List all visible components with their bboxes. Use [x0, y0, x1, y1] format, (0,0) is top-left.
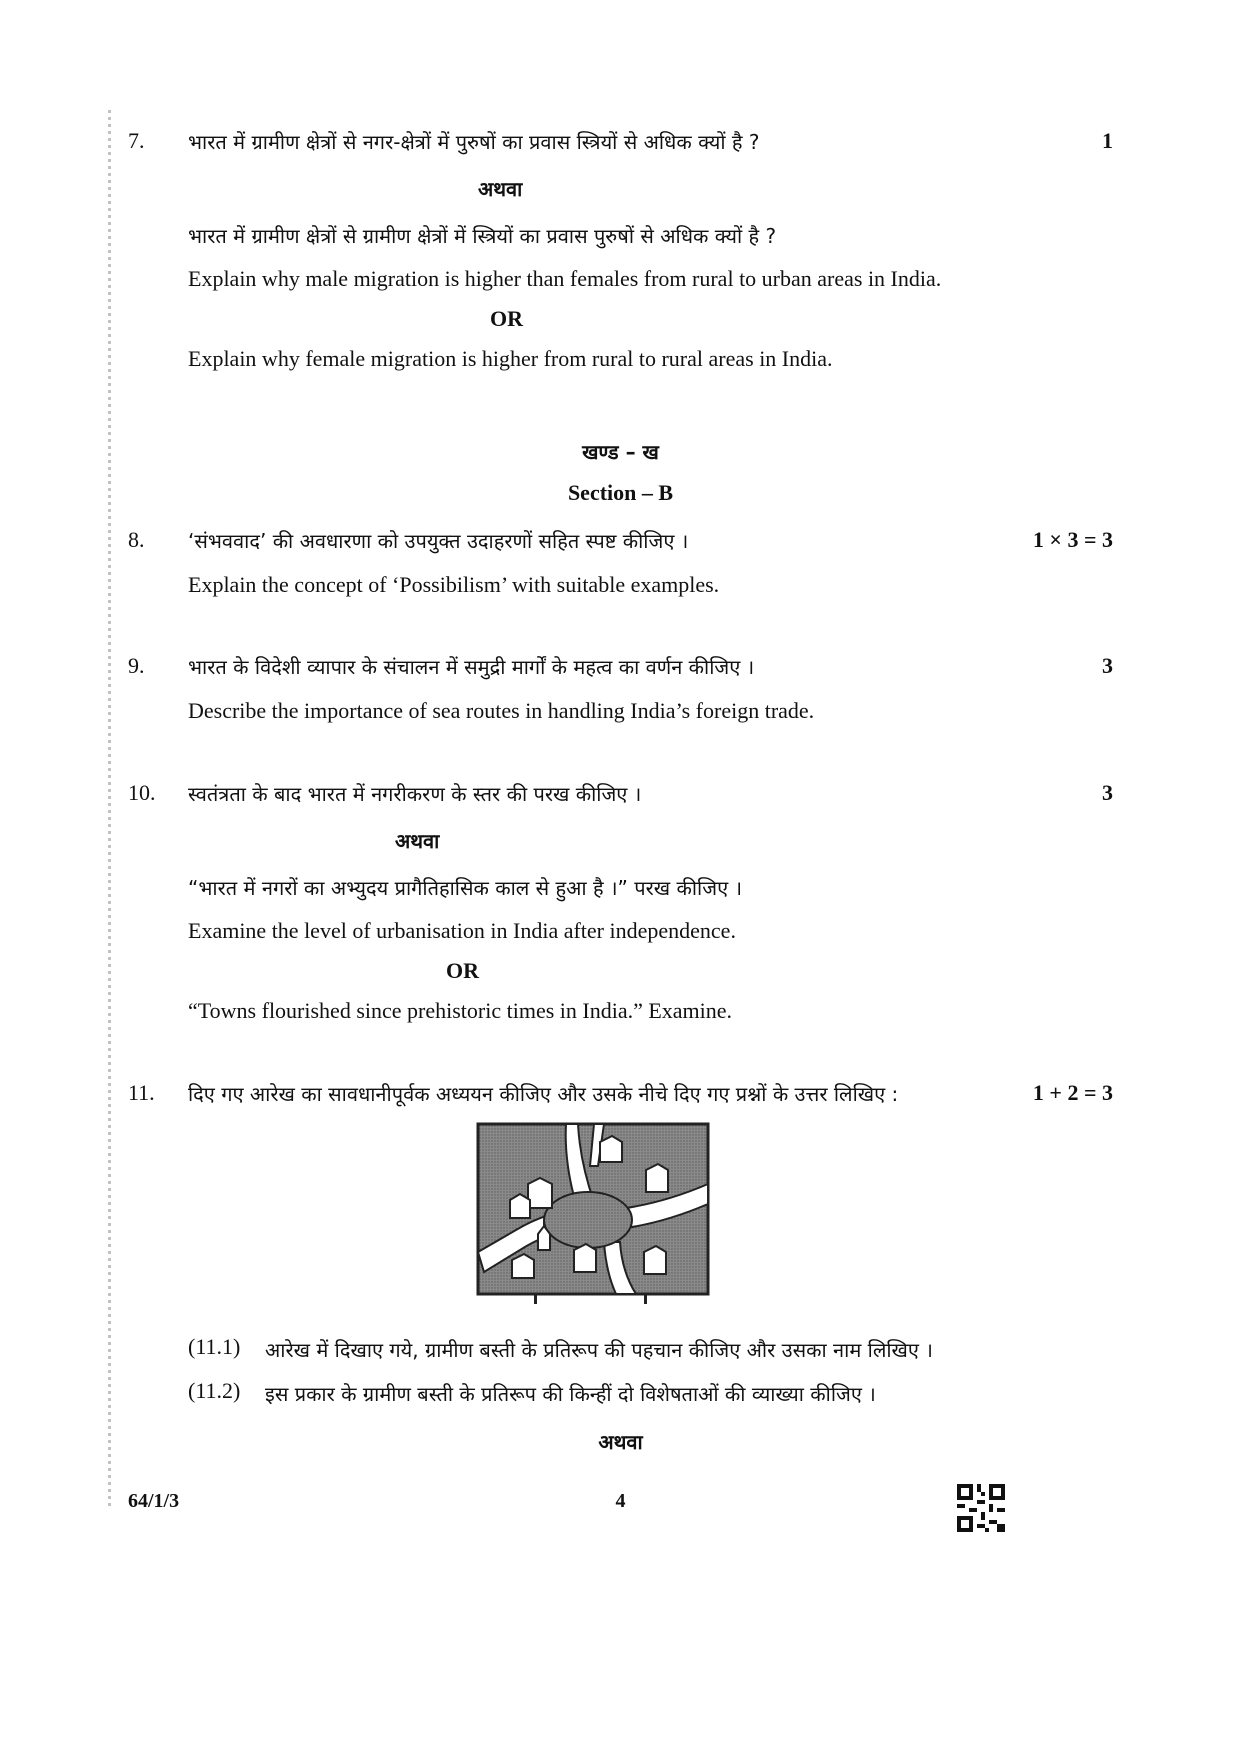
- qr-code-graphic: [957, 1484, 1005, 1532]
- page-number: 4: [615, 1490, 626, 1512]
- question-7-english: Explain why male migration is higher than females from rural to urban areas in India.: [188, 266, 942, 291]
- margin-security-strip: [108, 110, 111, 1510]
- question-9-marks: 3: [1102, 653, 1113, 678]
- question-7-marks: 1: [1102, 128, 1113, 153]
- question-7-or-english: OR: [490, 306, 523, 331]
- question-8-english: Explain the concept of ‘Possibilism’ with suitable examples.: [188, 572, 720, 597]
- question-7-hindi-alt: भारत में ग्रामीण क्षेत्रों से ग्रामीण क्षेत्रों में स्त्रियों का प्रवास पुरुषों से अधिक क्यों है ?: [188, 224, 777, 248]
- question-11-2-number: (11.2): [188, 1378, 241, 1403]
- question-10-hindi: स्वतंत्रता के बाद भारत में नगरीकरण के स्तर की परख कीजिए ।: [188, 782, 642, 806]
- question-11-2-text: इस प्रकार के ग्रामीण बस्ती के प्रतिरूप की किन्हीं दो विशेषताओं की व्याख्या कीजिए ।: [265, 1382, 876, 1406]
- qr-code: [957, 1484, 1005, 1532]
- question-11-marks: 1 + 2 = 3: [1032, 1080, 1113, 1105]
- question-9-english: Describe the importance of sea routes in handling India’s foreign trade.: [188, 698, 815, 723]
- section-title-hindi: खण्ड – ख: [582, 440, 659, 464]
- question-9-number: 9.: [128, 653, 145, 678]
- question-11-hindi: दिए गए आरेख का सावधानीपूर्वक अध्ययन कीजिए और उसके नीचे दिए गए प्रश्नों के उत्तर लिखिए :: [188, 1082, 899, 1106]
- question-10-or-english: OR: [446, 958, 479, 983]
- question-8-hindi: ‘संभववाद’ की अवधारणा को उपयुक्त उदाहरणों सहित स्पष्ट कीजिए ।: [188, 529, 689, 553]
- question-10-or-hindi: अथवा: [395, 829, 440, 853]
- question-9-hindi: भारत के विदेशी व्यापार के संचालन में समुद्री मार्गों के महत्व का वर्णन कीजिए ।: [188, 655, 755, 679]
- question-7-or-hindi: अथवा: [478, 177, 523, 201]
- question-8-number: 8.: [128, 527, 145, 552]
- question-10-marks: 3: [1102, 780, 1113, 805]
- section-title-english: Section – B: [567, 480, 674, 505]
- question-8-marks: 1 × 3 = 3: [1032, 527, 1113, 552]
- question-7-english-alt: Explain why female migration is higher from rural to rural areas in India.: [188, 346, 833, 371]
- settlement-diagram: [476, 1122, 710, 1307]
- question-11-number: 11.: [128, 1080, 155, 1105]
- paper-code: 64/1/3: [128, 1490, 180, 1512]
- question-10-hindi-alt: “भारत में नगरों का अभ्युदय प्रागैतिहासिक काल से हुआ है ।” परख कीजिए ।: [188, 876, 743, 900]
- question-11-1-number: (11.1): [188, 1334, 241, 1359]
- settlement-diagram-figure: [476, 1122, 710, 1307]
- question-11-or-hindi: अथवा: [598, 1430, 643, 1454]
- question-10-english: Examine the level of urbanisation in India after independence.: [188, 918, 736, 943]
- question-7-number: 7.: [128, 128, 145, 153]
- question-10-number: 10.: [128, 780, 156, 805]
- question-11-1-text: आरेख में दिखाए गये, ग्रामीण बस्ती के प्रतिरूप की पहचान कीजिए और उसका नाम लिखिए ।: [265, 1338, 933, 1362]
- question-7-hindi: भारत में ग्रामीण क्षेत्रों से नगर-क्षेत्रों में पुरुषों का प्रवास स्त्रियों से अधिक क्यों है ?: [188, 130, 760, 154]
- question-10-english-alt: “Towns flourished since prehistoric times in India.” Examine.: [188, 998, 733, 1023]
